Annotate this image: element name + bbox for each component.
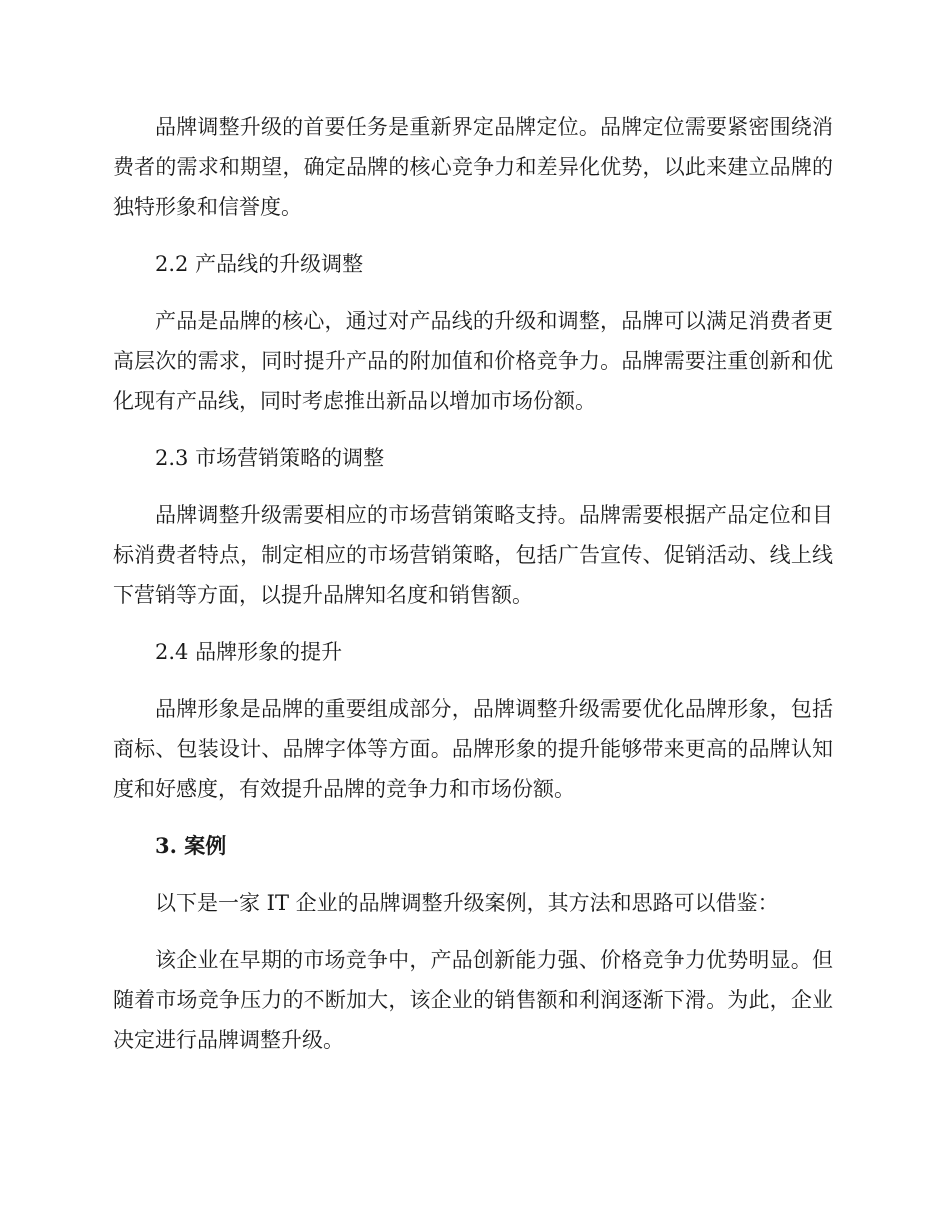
paragraph-brand-image: 品牌形象是品牌的重要组成部分，品牌调整升级需要优化品牌形象，包括商标、包装设计、品牌字体等方面。品牌形象的提升能够带来更高的品牌认知度和好感度，有效提升品牌的竞争力和市场份额。 bbox=[113, 697, 833, 801]
heading-2-4-brand-image: 2.4 品牌形象的提升 bbox=[155, 640, 343, 664]
paragraph-brand-positioning: 品牌调整升级的首要任务是重新界定品牌定位。品牌定位需要紧密围绕消费者的需求和期望，确定品牌的核心竞争力和差异化优势，以此来建立品牌的独特形象和信誉度。 bbox=[113, 115, 833, 219]
heading-3-case-study: 3. 案例 bbox=[155, 833, 227, 858]
document-body bbox=[113, 107, 833, 1077]
paragraph-case-detail: 该企业在早期的市场竞争中，产品创新能力强、价格竞争力优势明显。但随着市场竞争压力的不断加大，该企业的销售额和利润逐渐下滑。为此，企业决定进行品牌调整升级。 bbox=[113, 948, 833, 1052]
paragraph-case-intro: 以下是一家 IT 企业的品牌调整升级案例，其方法和思路可以借鉴： bbox=[155, 891, 779, 915]
paragraph-marketing-strategy: 品牌调整升级需要相应的市场营销策略支持。品牌需要根据产品定位和目标消费者特点，制定相应的市场营销策略，包括广告宣传、促销活动、线上线下营销等方面，以提升品牌知名度和销售额。 bbox=[113, 503, 833, 607]
heading-2-2-product-line: 2.2 产品线的升级调整 bbox=[155, 252, 364, 276]
paragraph-product-line: 产品是品牌的核心，通过对产品线的升级和调整，品牌可以满足消费者更高层次的需求，同时提升产品的附加值和价格竞争力。品牌需要注重创新和优化现有产品线，同时考虑推出新品以增加市场份额。 bbox=[113, 309, 833, 413]
heading-2-3-marketing-strategy: 2.3 市场营销策略的调整 bbox=[155, 446, 385, 470]
